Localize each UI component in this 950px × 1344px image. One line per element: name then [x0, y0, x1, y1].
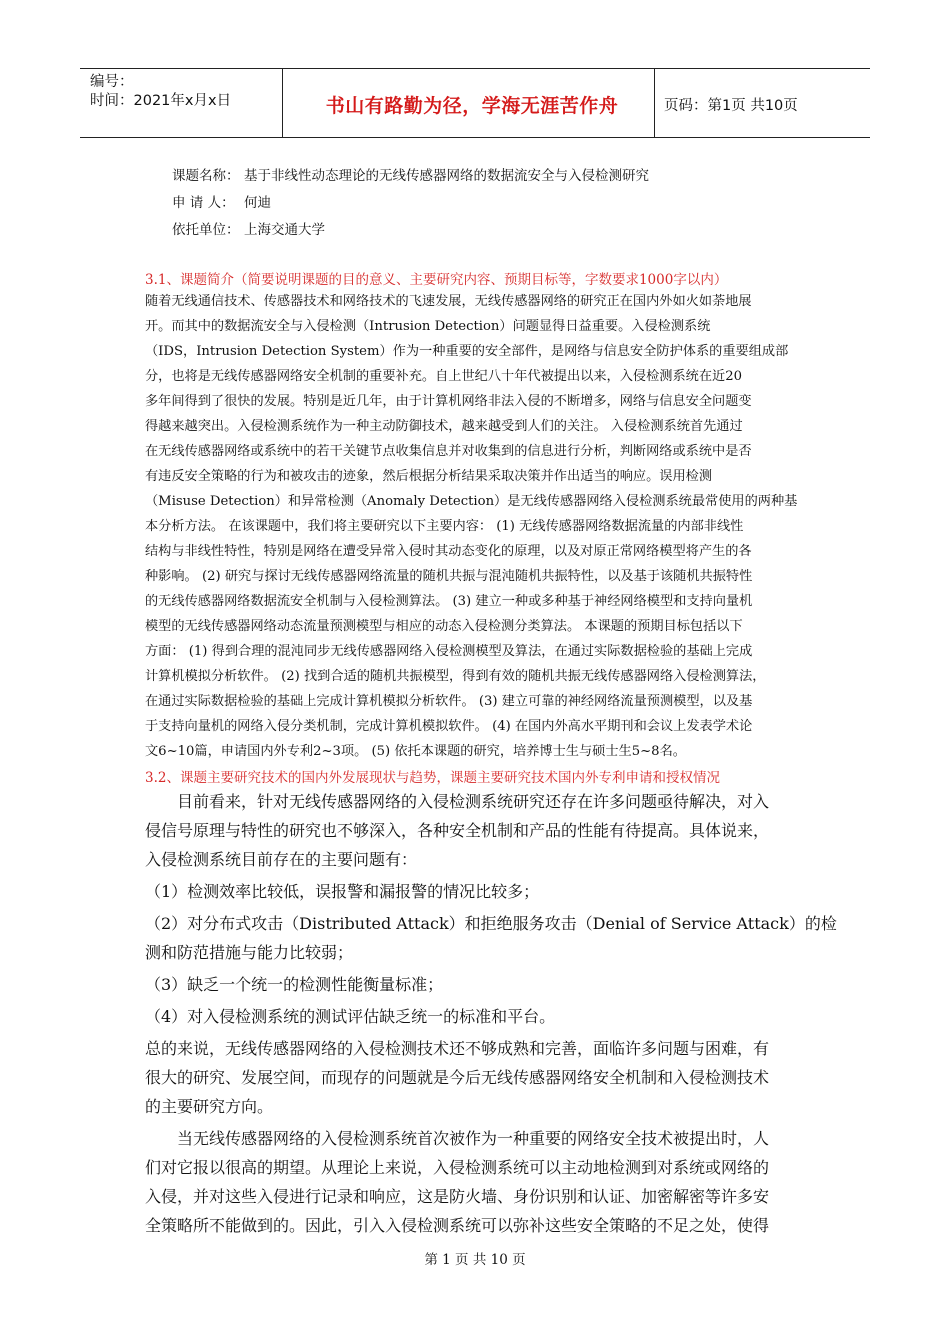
number-label: 编号： [90, 74, 134, 90]
body-line: （3）缺乏一个统一的检测性能衡量标准； [145, 975, 444, 994]
body-line: 文6~10篇，申请国内外专利2~3项。 (5) 依托本课题的研究，培养博士生与硕士生5~8名。 [145, 744, 686, 759]
time-label: 时间：2021年x月x日 [90, 93, 232, 109]
page-footer: 第 1 页 共 10 页 [424, 1252, 526, 1268]
body-line: 的主要研究方向。 [145, 1097, 274, 1116]
body-line: （2）对分布式攻击（Distributed Attack）和拒绝服务攻击（Denial of Service Attack）的检 [145, 914, 837, 933]
body-line: 计算机模拟分析软件。 (2) 找到合适的随机共振模型，得到有效的随机共振无线传感器网络入侵检测算法， [145, 669, 766, 684]
document-header [80, 68, 870, 138]
header-divider [654, 69, 655, 137]
body-line: 方面： (1) 得到合理的混沌同步无线传感器网络入侵检测模型及算法，在通过实际数据检验的基础上完成 [145, 644, 753, 659]
body-line: 在通过实际数据检验的基础上完成计算机模拟分析软件。 (3) 建立可靠的神经网络流量预测模型，以及基 [145, 694, 753, 709]
body-line: 在无线传感器网络或系统中的若干关键节点收集信息并对收集到的信息进行分析，判断网络或系统中是否 [145, 444, 752, 459]
body-line: 多年间得到了很快的发展。特别是近几年，由于计算机网络非法入侵的不断增多，网络与信息安全问题变 [145, 394, 752, 409]
meta-row-institution [172, 218, 325, 238]
header-left-cell [90, 73, 231, 111]
body-line: 得越来越突出。入侵检测系统作为一种主动防御技术，越来越受到人们的关注。 入侵检测系统首先通过 [145, 419, 743, 434]
body-line: 入侵，并对这些入侵进行记录和响应，这是防火墙、身份识别和认证、加密解密等许多安 [145, 1187, 770, 1206]
body-line: 入侵检测系统目前存在的主要问题有： [145, 850, 418, 869]
body-line: 于支持向量机的网络入侵分类机制，完成计算机模拟软件。 (4) 在国内外高水平期刊和会议上发表学术论 [145, 719, 753, 734]
body-line: 们对它报以很高的期望。从理论上来说，入侵检测系统可以主动地检测到对系统或网络的 [145, 1158, 770, 1177]
body-line: 有违反安全策略的行为和被攻击的迹象，然后根据分析结果采取决策并作出适当的响应。误用检测 [145, 469, 713, 484]
body-line: （4）对入侵检测系统的测试评估缺乏统一的标准和平台。 [145, 1007, 556, 1026]
body-line: 开。而其中的数据流安全与入侵检测（Intrusion Detection）问题显得日益重要。入侵检测系统 [145, 319, 711, 334]
body-line: 模型的无线传感器网络动态流量预测模型与相应的动态入侵检测分类算法。 本课题的预期目标包括以下 [145, 619, 743, 634]
meta-label: 申 请 人： [172, 195, 235, 211]
body-line: 总的来说，无线传感器网络的入侵检测技术还不够成熟和完善，面临许多问题与困难，有 [145, 1039, 770, 1058]
meta-value: 基于非线性动态理论的无线传感器网络的数据流安全与入侵检测研究 [244, 168, 649, 184]
body-line: 结构与非线性特性，特别是网络在遭受异常入侵时其动态变化的原理，以及对原正常网络模型将产生的各 [145, 544, 752, 559]
meta-label: 依托单位： [172, 222, 240, 238]
meta-value: 何迪 [244, 195, 271, 211]
header-motto: 书山有路勤为径，学海无涯苦作舟 [325, 95, 619, 117]
section-3-2-body [145, 787, 837, 1240]
body-line: （Misuse Detection）和异常检测（Anomaly Detection）是无线传感器网络入侵检测系统最常使用的两种基 [145, 494, 798, 509]
meta-row-applicant [172, 191, 271, 211]
body-line: 随着无线通信技术、传感器技术和网络技术的飞速发展，无线传感器网络的研究正在国内外如火如荼地展 [145, 294, 752, 309]
meta-label: 课题名称： [172, 168, 240, 184]
body-line: 本分析方法。 在该课题中，我们将主要研究以下主要内容： (1) 无线传感器网络数据流量的内部非线性 [145, 519, 744, 534]
body-line: （IDS，Intrusion Detection System）作为一种重要的安全部件，是网络与信息安全防护体系的重要组成部 [145, 344, 789, 359]
body-line: 很大的研究、发展空间，而现存的问题就是今后无线传感器网络安全机制和入侵检测技术 [145, 1068, 770, 1087]
header-page-info: 页码：第1页 共10页 [664, 98, 798, 114]
body-line: 全策略所不能做到的。因此，引入入侵检测系统可以弥补这些安全策略的不足之处，使得 [145, 1216, 770, 1235]
section-3-1-body [145, 289, 815, 764]
body-line: 测和防范措施与能力比较弱； [145, 943, 354, 962]
section-heading-3-1: 3.1、课题简介（简要说明课题的目的意义、主要研究内容、预期目标等，字数要求1000字以内） [145, 272, 728, 288]
body-line: 目前看来，针对无线传感器网络的入侵检测系统研究还存在许多问题亟待解决，对入 [145, 792, 770, 811]
body-line: 侵信号原理与特性的研究也不够深入，各种安全机制和产品的性能有待提高。具体说来， [145, 821, 770, 840]
meta-value: 上海交通大学 [244, 222, 325, 238]
body-line: 分，也将是无线传感器网络安全机制的重要补充。自上世纪八十年代被提出以来，入侵检测系统在近20 [145, 369, 743, 384]
body-line: 种影响。 (2) 研究与探讨无线传感器网络流量的随机共振与混沌随机共振特性，以及基于该随机共振特性 [145, 569, 753, 584]
body-line: 的无线传感器网络数据流安全机制与入侵检测算法。 (3) 建立一种或多种基于神经网络模型和支持向量机 [145, 594, 753, 609]
section-heading-3-2: 3.2、课题主要研究技术的国内外发展现状与趋势，课题主要研究技术国内外专利申请和授权情况 [145, 770, 720, 786]
meta-row-title [172, 164, 649, 184]
body-line: （1）检测效率比较低，误报警和漏报警的情况比较多； [145, 882, 540, 901]
body-line: 当无线传感器网络的入侵检测系统首次被作为一种重要的网络安全技术被提出时，人 [145, 1129, 770, 1148]
